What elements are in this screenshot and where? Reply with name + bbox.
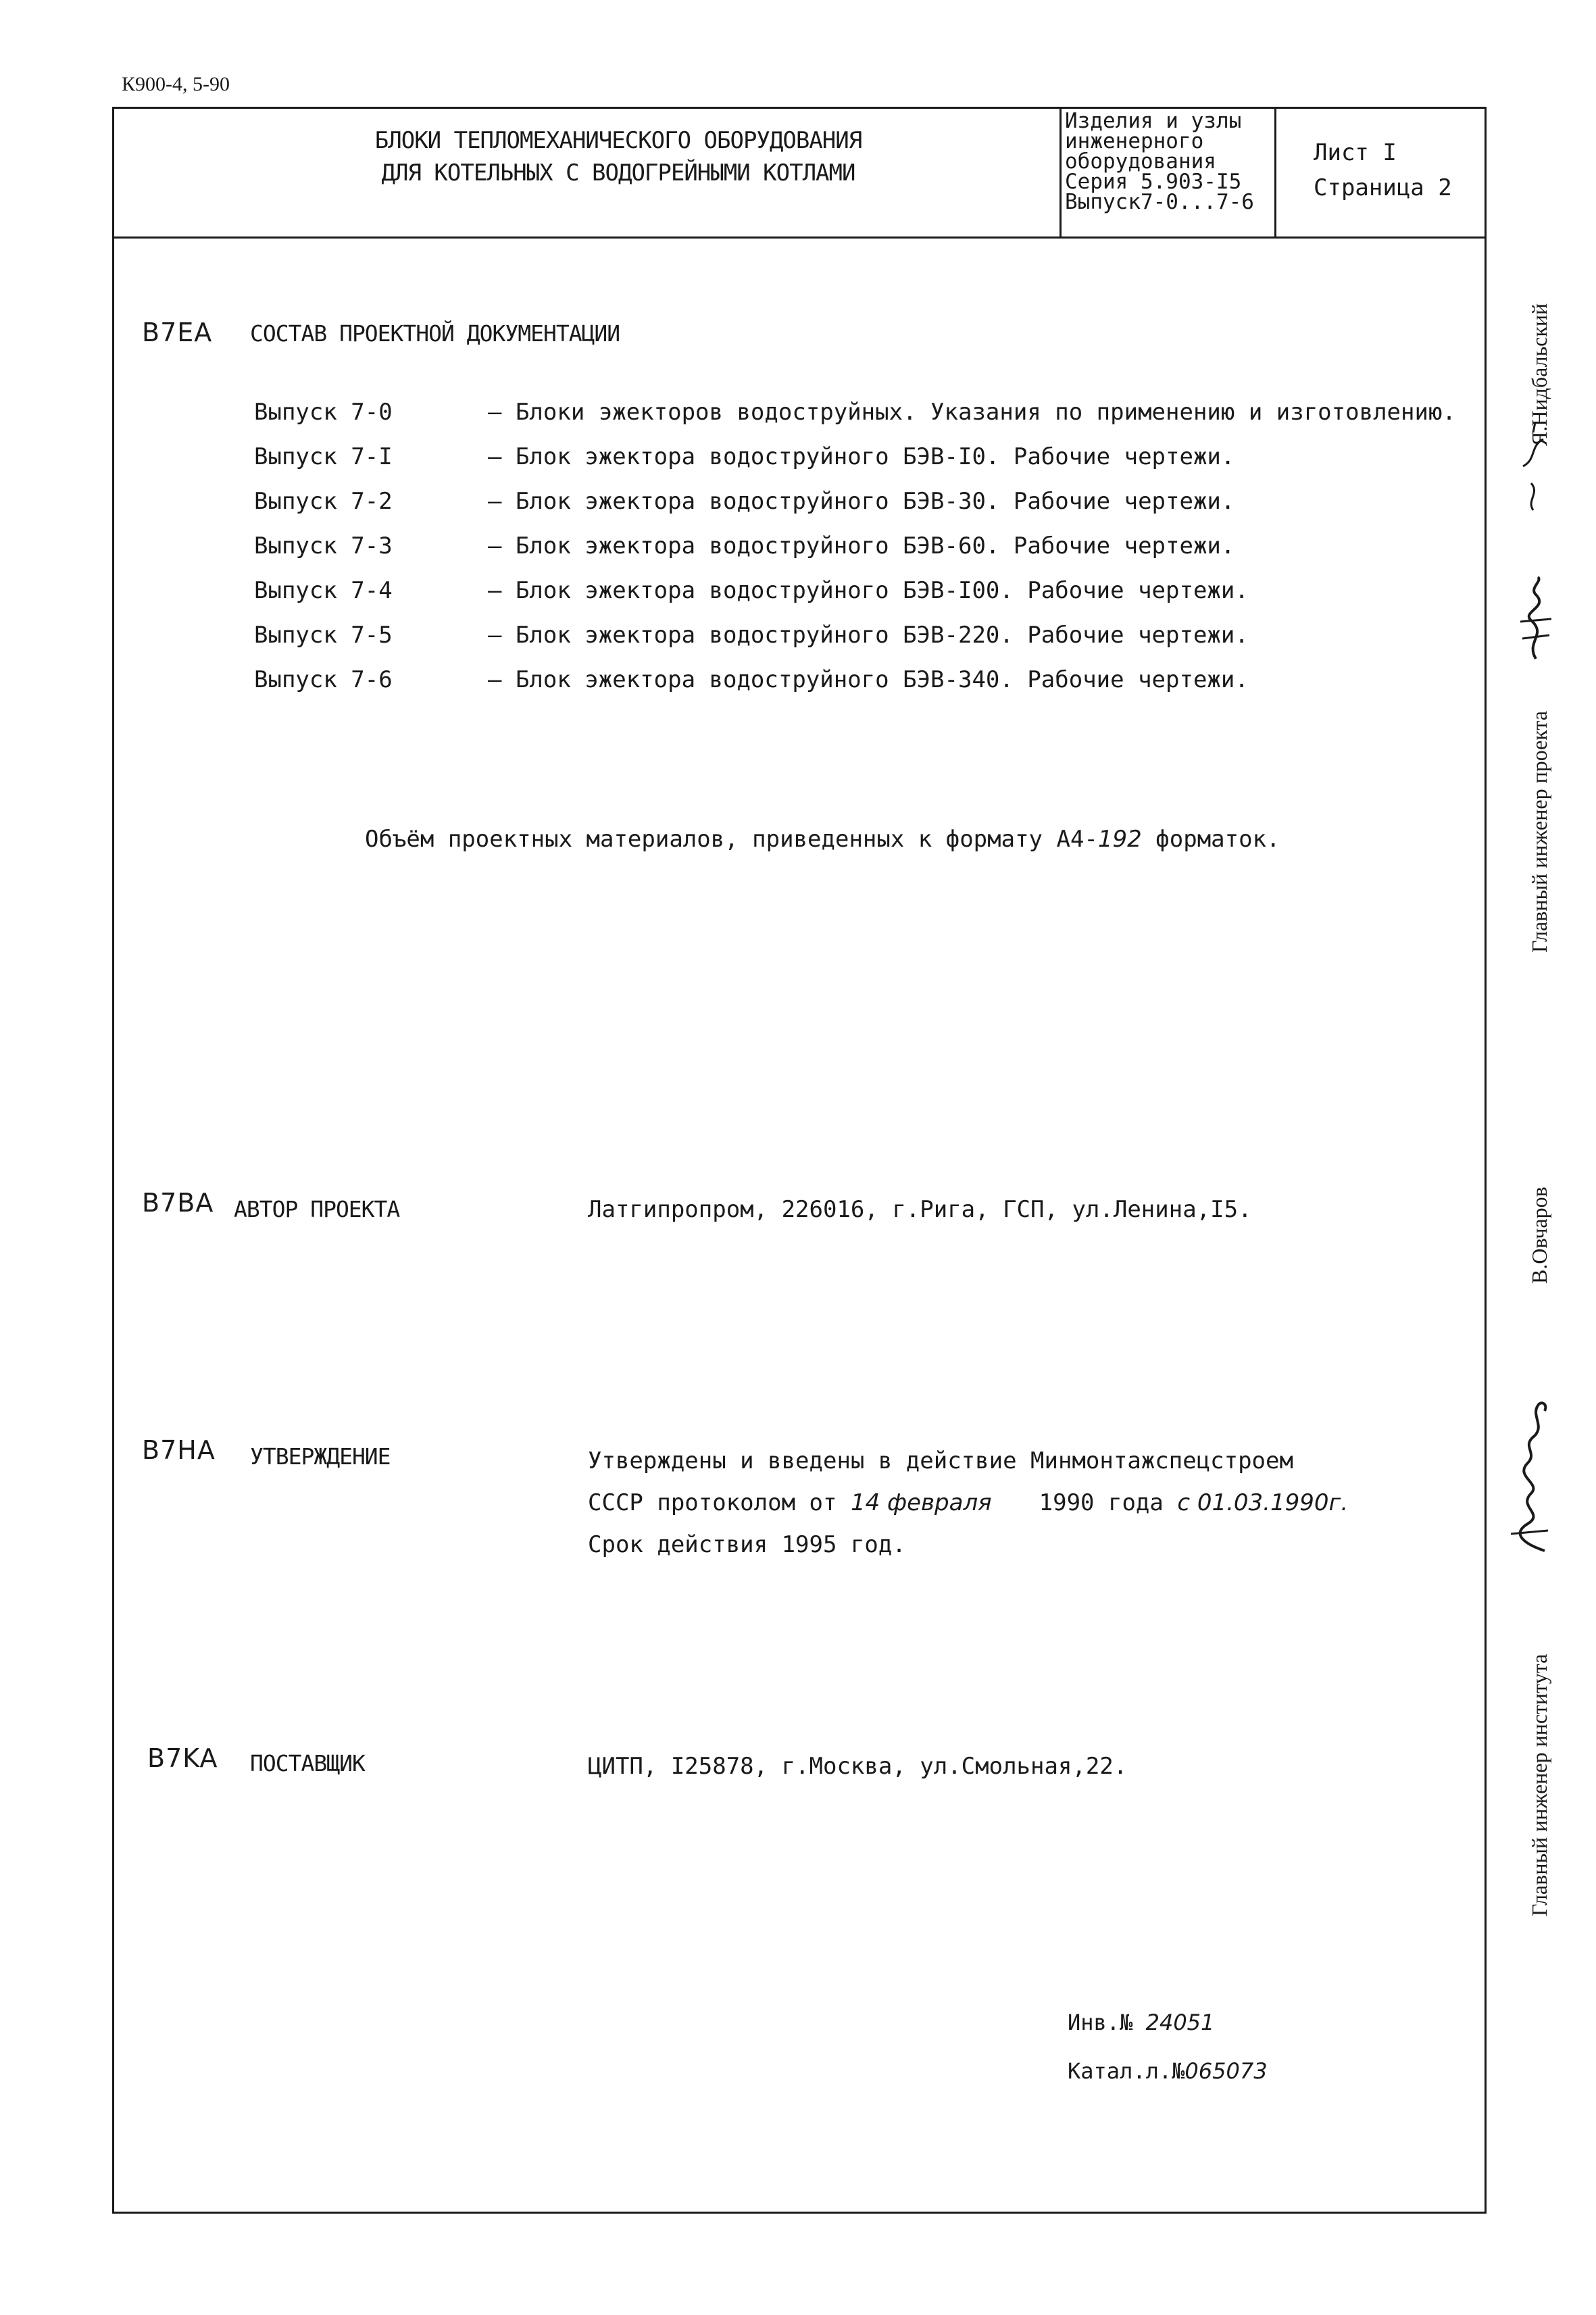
signature-project-engineer-icon	[1512, 574, 1560, 662]
approval-year: 1990 года	[1039, 1489, 1178, 1516]
series-line: оборудования	[1065, 149, 1216, 174]
list-item-issue: Выпуск 7-6	[254, 666, 393, 693]
signature-institute-engineer-icon	[1497, 1399, 1558, 1554]
section-title-author: АВТОР ПРОЕКТА	[234, 1196, 400, 1222]
approval-line3: Срок действия 1995 год.	[588, 1531, 906, 1558]
catalog-label: Катал.л.№	[1068, 2058, 1185, 2084]
volume-note	[365, 826, 1280, 853]
supplier-address: ЦИТП, I25878, г.Москва, ул.Смольная,22.	[588, 1753, 1128, 1780]
list-item-desc: – Блок эжектора водоструйного БЭВ-I00. Рабочие чертежи.	[488, 577, 1249, 604]
series-line: инженерного	[1065, 129, 1204, 153]
header-column-divider-1	[1059, 107, 1062, 237]
section-title-supplier: ПОСТАВЩИК	[250, 1750, 365, 1776]
list-item-desc: – Блоки эжекторов водоструйных. Указания по применению и изготовлению.	[488, 399, 1456, 426]
list-item-issue: Выпуск 7-0	[254, 399, 393, 426]
sheet-number: Лист I	[1314, 139, 1397, 166]
section-title-approval: УТВЕРЖДЕНИЕ	[250, 1443, 391, 1470]
list-item-desc: – Блок эжектора водоструйного БЭВ-I0. Рабочие чертежи.	[488, 443, 1235, 470]
list-item-desc: – Блок эжектора водоструйного БЭВ-30. Рабочие чертежи.	[488, 488, 1235, 515]
list-item-issue: Выпуск 7-3	[254, 532, 393, 559]
list-item-desc: – Блок эжектора водоструйного БЭВ-220. Рабочие чертежи.	[488, 622, 1249, 649]
approval-date-handwritten: 14 февраля	[850, 1489, 992, 1516]
catalog-number	[1068, 2058, 1268, 2084]
page-number: Страница 2	[1314, 174, 1452, 201]
inventory-label: Инв.№	[1068, 2010, 1146, 2035]
list-item-issue: Выпуск 7-I	[254, 443, 393, 470]
series-block	[1065, 111, 1254, 212]
approval-protocol-prefix: СССР протоколом от	[588, 1489, 851, 1516]
series-line: Серия 5.903-I5	[1065, 170, 1242, 194]
volume-note-prefix: Объём проектных материалов, приведенных к формату А4-	[365, 826, 1098, 853]
section-code-author: B7BA	[142, 1188, 214, 1218]
list-item-desc: – Блок эжектора водоструйного БЭВ-340. Рабочие чертежи.	[488, 666, 1249, 693]
approval-effective-handwritten: с 01.03.1990г.	[1177, 1489, 1349, 1516]
margin-chief-institute-engineer: Главный инженер института	[1527, 1653, 1551, 1916]
header-title-line2: ДЛЯ КОТЕЛЬНЫХ С ВОДОГРЕЙНЫМИ КОТЛАМИ	[381, 159, 855, 186]
list-item-issue: Выпуск 7-4	[254, 577, 393, 604]
series-line: Изделия и узлы	[1065, 109, 1242, 133]
inventory-value: 24051	[1145, 2010, 1215, 2035]
signature-project-engineer	[1512, 574, 1560, 662]
header-column-divider-2	[1274, 107, 1276, 237]
margin-chief-institute-engineer-name: В.Овчаров	[1527, 1187, 1551, 1284]
list-item-issue: Выпуск 7-5	[254, 622, 393, 649]
catalog-value: 065073	[1184, 2058, 1268, 2084]
inventory-number	[1068, 2010, 1214, 2035]
section-code-approval: B7HA	[142, 1435, 216, 1465]
volume-note-suffix: форматок.	[1141, 826, 1280, 853]
header-title-line1: БЛОКИ ТЕПЛОМЕХАНИЧЕСКОГО ОБОРУДОВАНИЯ	[374, 127, 862, 154]
header-divider	[112, 237, 1487, 239]
section-title-composition: СОСТАВ ПРОЕКТНОЙ ДОКУМЕНТАЦИИ	[250, 320, 620, 347]
margin-chief-project-engineer-name: Я.Нидбальский	[1527, 303, 1551, 446]
signature-institute-engineer	[1497, 1399, 1558, 1554]
document-reference: К900-4, 5-90	[122, 73, 230, 95]
list-item-desc: – Блок эжектора водоструйного БЭВ-60. Рабочие чертежи.	[488, 532, 1235, 559]
series-line: Выпуск7-0...7-6	[1065, 190, 1254, 214]
volume-count: 192	[1097, 826, 1142, 853]
margin-chief-project-engineer: Главный инженер проекта	[1527, 710, 1551, 953]
section-code-supplier: B7KA	[147, 1743, 218, 1773]
approval-line1: Утверждены и введены в действие Минмонтажспецстроем	[588, 1447, 1293, 1474]
author-organization: Латгипропром, 226016, г.Рига, ГСП, ул.Ленина,I5.	[588, 1196, 1252, 1223]
list-item-issue: Выпуск 7-2	[254, 488, 393, 515]
approval-line2	[588, 1489, 1348, 1516]
section-code-composition: B7EA	[142, 318, 213, 347]
